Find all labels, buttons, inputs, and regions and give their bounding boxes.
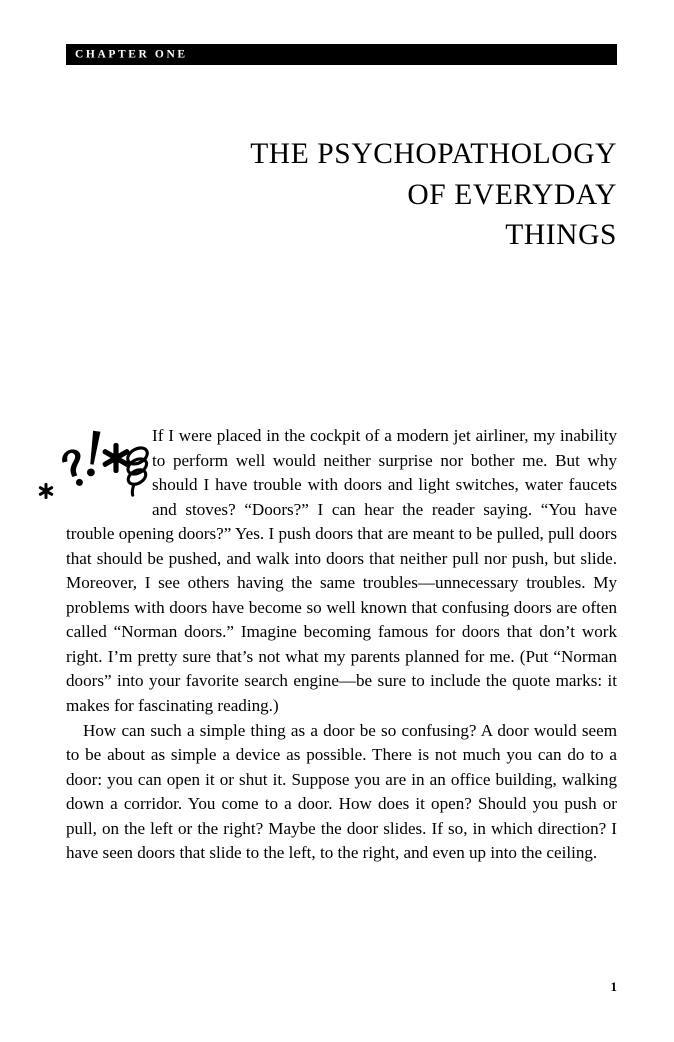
body-text-block (66, 424, 617, 866)
ornament-text-wrap-spacer (66, 424, 152, 522)
chapter-title (120, 134, 617, 256)
chapter-title-line-2: OF EVERYDAY (407, 178, 617, 211)
chapter-title-line-3: THINGS (505, 219, 617, 252)
asterisk-small-icon (38, 483, 53, 499)
chapter-running-head-label: CHAPTER ONE (75, 47, 188, 60)
chapter-running-head-bar (66, 44, 617, 65)
body-paragraph-1-text: If I were placed in the cockpit of a modern jet airliner, my inability to perform well would neither surprise nor bother me. But why should I have trouble with doors and light switches, water faucets and stoves? “Doors?” I can hear the reader saying. “You have trouble opening doors?” Yes. I push doors that are meant to be pulled, pull doors that should be pushed, and walk into doors that neither pull nor push, but slide. Moreover, I see others having the same troubles—unnecessary troubles. My problems with doors have become so well known that confusing doors are often called “Norman doors.” Imagine becoming famous for doors that don’t work right. I’m pretty sure that’s not what my parents planned for me. (Put “Norman doors” into your favorite search engine—be sure to include the quote marks: it makes for fascinating reading.) (66, 426, 617, 716)
page-number: 1 (610, 979, 617, 994)
body-paragraph-1 (66, 424, 617, 719)
chapter-title-line-1: THE PSYCHOPATHOLOGY (250, 138, 617, 171)
body-paragraph-2: How can such a simple thing as a door be so confusing? A door would seem to be about as simple a device as possible. There is not much you can do to a door: you can open it or shut it. Suppose you are in an office building, walking down a corridor. You come to a door. How does it open? Should you push or pull, on the left or the right? Maybe the door slides. If so, in which direction? I have seen doors that slide to the left, to the right, and even up into the ceiling. (66, 720, 617, 863)
